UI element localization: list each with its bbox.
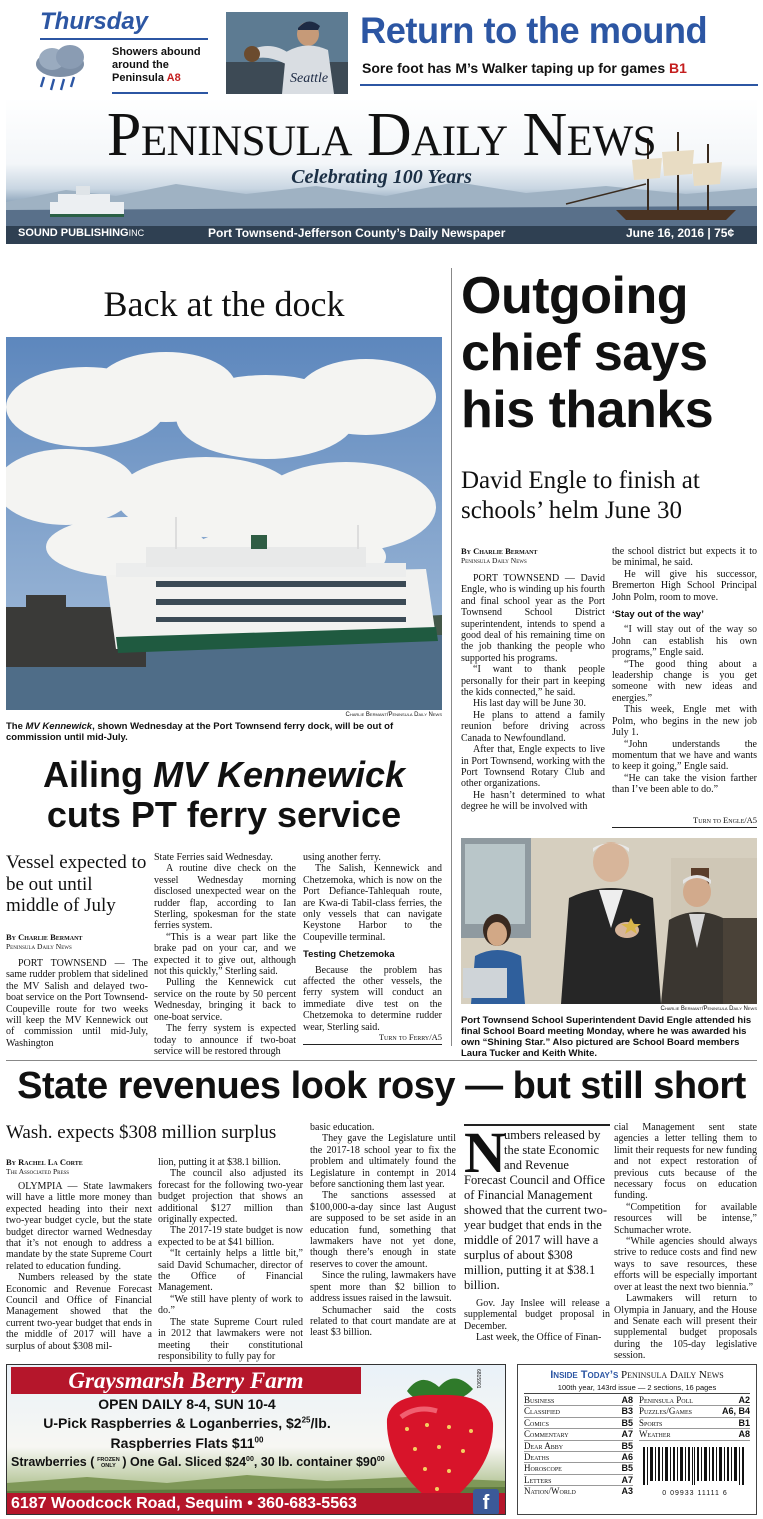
ferry-photo-credit: Charlie Bermant/Peninsula Daily News <box>345 712 442 718</box>
ferry-byline-org: Peninsula Daily News <box>6 942 72 951</box>
ferry-headline-1b: MV Kennewick <box>152 754 406 795</box>
weather-day: Thursday <box>40 8 149 35</box>
ferry-caption-ship: MV Kennewick <box>25 721 93 732</box>
ad-line1 <box>7 1415 367 1431</box>
index-box <box>517 1364 757 1515</box>
ferry-subhead: Vessel expected to be out until middle of July <box>6 852 147 916</box>
ferry-col2-p4: Pulling the Kennewick cut service on the route by 50 percent Wednesday, bringing it back to one-boat service. <box>154 977 296 1023</box>
index-left-col <box>524 1395 633 1498</box>
ferry-caption <box>6 721 442 743</box>
chief-col1-p2: “I want to thank people personally for their part in keeping the kids connected,” he said. <box>461 664 605 699</box>
page-column-divider <box>451 268 452 1046</box>
ferry-col1 <box>6 958 148 1049</box>
masthead-band <box>6 224 757 244</box>
index-row-page: A7 <box>621 1474 634 1485</box>
chief-photo-credit: Charlie Bermant/Peninsula Daily News <box>660 1006 757 1012</box>
revenue-col2-p5: “We still have plenty of work to do.” <box>158 1293 303 1317</box>
rain-cloud-icon <box>30 44 96 92</box>
chief-col2-p2: He will give his successor, Bremerton High School Principal John Polm, room to move. <box>612 568 757 603</box>
revenue-subhead: Wash. expects $308 million surplus <box>6 1122 277 1143</box>
ad-line3 <box>11 1455 411 1469</box>
ferry-col2-p1: State Ferries said Wednesday. <box>154 852 273 863</box>
chief-col2-p7: “He can take the vision farther than I’ve been able to do.” <box>612 772 757 796</box>
index-row-page: B3 <box>621 1406 634 1417</box>
index-row[interactable] <box>524 1429 633 1440</box>
pull-quote-float <box>464 1128 504 1172</box>
weather-page: A8 <box>166 72 181 84</box>
graysmarsh-ad[interactable] <box>6 1364 506 1515</box>
chief-jump[interactable]: Turn to Engle/A5 <box>693 815 757 825</box>
sports-page: B1 <box>669 60 687 76</box>
revenue-col1-p1: OLYMPIA — State lawmakers will have a little more money than expected heading into their next two-year budget cycle, but the state budget director warned Wednesday that it’s not enough to address a mandate by the state Supreme Court related to education funding. <box>6 1181 152 1272</box>
issue-price: 75¢ <box>714 226 735 240</box>
chief-byline: By Charlie Bermant <box>461 546 538 556</box>
index-row[interactable] <box>524 1395 633 1406</box>
revenue-pull-quote <box>464 1120 610 1304</box>
ferry-col3-p1: using another ferry. <box>303 852 381 863</box>
ad-address: 6187 Woodcock Road, Sequim • 360-683-5563 <box>11 1495 357 1512</box>
ad-line2-cents: 00 <box>254 1435 264 1445</box>
chief-col1-p6: He hasn’t determined to what degree he will be involved with <box>461 789 605 813</box>
index-row-name: Peninsula Poll <box>639 1395 693 1405</box>
index-row[interactable] <box>639 1395 750 1406</box>
sports-text-body: Sore foot has M’s Walker taping up for games <box>362 60 666 76</box>
revenue-col5 <box>614 1122 757 1362</box>
revenue-col3-p5: Schumacher said the costs related to that court mandate are at least $3 billion. <box>310 1304 456 1339</box>
revenue-top-rule <box>6 1060 757 1061</box>
index-row-name: Comics <box>524 1417 550 1428</box>
index-row-name: Nation/World <box>524 1486 576 1497</box>
index-row[interactable] <box>524 1441 633 1452</box>
ferry-headline <box>6 755 442 835</box>
ad-line3-cents2: 00 <box>376 1455 385 1463</box>
revenue-col3 <box>310 1122 456 1339</box>
ferry-col3-p2: The Salish, Kennewick and Chetzemoka, which is now on the Port Defiance-Tahlequah route, are Kwa-di Tabil-class ferries, the only vessels that can navigate Keystone Harbor to the Coupeville terminal. <box>303 863 442 943</box>
index-row-page: A3 <box>621 1486 634 1497</box>
chief-subhead: David Engle to finish at schools’ helm June 30 <box>461 467 700 524</box>
index-row-name: Dear Abby <box>524 1440 564 1451</box>
chief-jump-rule <box>612 827 757 828</box>
index-row-name: Classified <box>524 1406 561 1417</box>
index-row-name: Sports <box>639 1417 663 1428</box>
masthead-tagline: Celebrating 100 Years <box>291 166 472 188</box>
ad-line3-c: , 30 lb. container $90 <box>253 1455 377 1469</box>
index-title-paper: Peninsula Daily News <box>621 1369 724 1381</box>
ferry-photo[interactable] <box>6 337 442 710</box>
chief-col1 <box>461 573 605 813</box>
ad-line3-a: Strawberries ( <box>11 1455 95 1469</box>
revenue-col4-p1: Gov. Jay Inslee will release a supplemental budget proposal in December. <box>464 1298 610 1332</box>
barcode-digits: 0 09933 11111 6 <box>662 1490 728 1497</box>
index-row-name: Deaths <box>524 1451 550 1462</box>
chief-col2 <box>612 546 757 796</box>
index-row-name: Horoscope <box>524 1463 562 1474</box>
pull-quote-dropcap: N <box>464 1120 506 1185</box>
revenue-col3-p1: basic education. <box>310 1122 375 1133</box>
sports-headline: Return to the mound <box>360 10 708 51</box>
revenue-col1-p2: Numbers released by the state Economic and Revenue Forecast Council and Office of Financial Management showed that the current two-year budget that ends in the middle of 2017 will have a surplus of about $308 mil- <box>6 1272 152 1352</box>
barcode-icon <box>641 1447 749 1485</box>
chief-caption-text: Port Townsend School Superintendent David Engle attended his final School Board meeting Monday, where he was awarded his own “Shining Star.” Also pictured are School Board members Laura Tucker and Keith White. <box>461 1015 752 1059</box>
index-row-page: A8 <box>621 1395 634 1405</box>
chief-photo[interactable] <box>461 838 757 1004</box>
ferry-caption-rest: , shown Wednesday at the Port Townsend ferry dock, will be out of commission until mid-July. <box>6 721 394 743</box>
weather-day-rule <box>40 38 208 40</box>
revenue-col2 <box>158 1157 303 1362</box>
index-row-name: Weather <box>639 1429 671 1440</box>
ad-line1-end: /lb. <box>310 1415 331 1431</box>
index-row-page: B5 <box>621 1417 634 1428</box>
index-row-page: A7 <box>621 1429 634 1440</box>
ad-farm-name: Graysmarsh Berry Farm <box>11 1367 361 1394</box>
revenue-col5-p4: Lawmakers will return to Olympia in January, and the House and Senate each will present their supplemental budget proposals during the 105-day legislative session. <box>614 1293 757 1362</box>
pitcher-image <box>226 12 348 94</box>
ad-line2 <box>7 1435 367 1451</box>
ferry-col2-p3: “This is a wear part like the brake pad on your car, and we expected it to give out, although not this quickly,” Sterling said. <box>154 931 296 978</box>
ad-code: 6815901 <box>475 1369 481 1389</box>
ferry-col3-p3: Because the problem has affected the other vessels, the ferry system will conduct an immediate dive test on the Chetzemoka to determine rudder wear, Sterling said. <box>303 964 442 1033</box>
index-row-name: Puzzles/Games <box>639 1406 693 1417</box>
revenue-byline-org: The Associated Press <box>6 1167 70 1176</box>
index-row-page: B5 <box>621 1463 634 1474</box>
weather-teaser[interactable] <box>8 8 208 94</box>
chief-col2-p1: the school district but expects it to be minimal, he said. <box>612 546 757 569</box>
revenue-col5-p3: “While agencies should always strive to reduce costs and find new ways to save resources, these efforts will be especially important over at least the next two biennia.” <box>614 1236 757 1293</box>
ferry-col2 <box>154 852 296 1057</box>
ad-address-bar <box>7 1493 506 1515</box>
revenue-col2-p6: The state Supreme Court ruled in 2012 that lawmakers were not meeting their constitutional responsibility to fully pay for <box>158 1316 303 1362</box>
ferry-col2-p2: A routine dive check on the vessel Wednesday morning disclosed unexpected wear on the rudder flap, according to Ian Sterling, spokesman for the state ferries system. <box>154 863 296 932</box>
ferry-image <box>6 337 442 710</box>
issue-date: June 16, 2016 <box>626 226 705 240</box>
ad-line3-b: ) One Gal. Sliced $24 <box>122 1455 247 1469</box>
index-row-page: A6, B4 <box>721 1406 750 1417</box>
masthead-title: Peninsula Daily News <box>106 101 657 169</box>
sports-teaser[interactable] <box>360 10 758 94</box>
chief-col2-p4: “The good thing about a leadership change is you get someone with new ideas and energies.” <box>612 658 757 704</box>
index-row[interactable] <box>639 1418 750 1429</box>
ferry-col3-subhead: Testing Chetzemoka <box>303 949 395 961</box>
chief-col2-p6: “John understands the momentum that we have and wants to keep it going,” Engle said. <box>612 738 757 773</box>
revenue-col2-p2: The council also adjusted its forecast for the following two-year budget projection that shows an additional $127 million than originally expected. <box>158 1168 303 1226</box>
index-right-col <box>639 1395 750 1498</box>
weather-bottom-rule <box>112 92 208 94</box>
chief-caption <box>461 1015 757 1059</box>
index-row[interactable] <box>524 1406 633 1417</box>
masthead-date-price: June 16, 2016 | 75¢ <box>626 226 735 240</box>
barcode <box>641 1447 749 1497</box>
masthead-motto: Port Townsend-Jefferson County’s Daily Newspaper <box>208 226 506 240</box>
chief-col2-p3: “I will stay out of the way so John can establish his own programs,” Engle said. <box>612 624 757 659</box>
ad-hours: OPEN DAILY 8-4, SUN 10-4 <box>98 1396 276 1412</box>
ferry-byline-block <box>6 932 148 951</box>
index-row[interactable] <box>524 1486 633 1497</box>
facebook-icon[interactable]: f <box>473 1489 499 1515</box>
index-row-page: A8 <box>738 1429 750 1440</box>
ad-line1-cents: 25 <box>301 1415 311 1425</box>
index-row-page: A6 <box>621 1451 634 1462</box>
ferry-jump[interactable]: Turn to Ferry/A5 <box>378 1032 442 1042</box>
revenue-col5-p2: “Competition for available resources will be intense,” Schumacher wrote. <box>614 1201 757 1236</box>
index-issue: 100th year, 143rd issue — 2 sections, 16 pages <box>524 1382 750 1394</box>
revenue-col2-p1: lion, putting it at $38.1 billion. <box>158 1157 281 1168</box>
chief-byline-org: Peninsula Daily News <box>461 556 527 565</box>
ad-line2-text: Raspberries Flats $11 <box>110 1435 255 1451</box>
chief-byline-block <box>461 546 605 565</box>
index-title <box>524 1369 750 1382</box>
ferry-label: Back at the dock <box>103 284 345 324</box>
weather-text <box>112 46 210 85</box>
revenue-col2-p4: “It certainly helps a little bit,” said David Schumacher, director of the Office of Financial Management. <box>158 1248 303 1294</box>
index-title-prefix: Inside Today’s <box>550 1369 619 1381</box>
sports-text <box>362 60 687 76</box>
chief-col1-p1: PORT TOWNSEND — David Engle, who is winding up his fourth and final school year as the Port Townsend School District superintendent, intends to spend a good deal of his remaining time on the job thanking the people who supported his programs. <box>461 573 605 664</box>
ad-line1-text: U-Pick Raspberries & Loganberries, $2 <box>43 1415 302 1431</box>
ferry-headline-line2: cuts PT ferry service <box>46 794 402 835</box>
publisher-name: SOUND PUBLISHING <box>18 227 129 239</box>
index-row[interactable] <box>524 1463 633 1474</box>
index-row[interactable] <box>524 1418 633 1429</box>
revenue-col5-p1: cial Management sent state agencies a letter telling them to limit their requests for new funding and not expect restoration of previous cuts because of the necessary focus on education funding. <box>614 1122 757 1202</box>
chief-col2-subhead: ‘Stay out of the way’ <box>612 609 704 621</box>
publisher <box>18 227 144 239</box>
ferry-col1-text: PORT TOWNSEND — The same rudder problem that sidelined the MV Salish and delayed two-boat service on the Port Townsend-Coupeville route for two weeks will keep the MV Kennewick out of commission until mid-July, Washington <box>6 958 148 1049</box>
index-row-name: Commentary <box>524 1429 569 1440</box>
index-row-name: Business <box>524 1395 555 1405</box>
revenue-headline: State revenues look rosy — but still short <box>17 1065 746 1107</box>
index-row-page: A2 <box>738 1395 750 1405</box>
index-row[interactable] <box>524 1475 633 1486</box>
revenue-col2-p3: The 2017-19 state budget is now expected to be at $41 billion. <box>158 1225 303 1248</box>
revenue-col3-p3: The sanctions assessed at $100,000-a-day since last August are supposed to be set aside in an education fund, something that lawmakers have not yet done, though there’s enough in state reserves to cover the amount. <box>310 1190 456 1270</box>
ferry-jump-rule <box>303 1044 442 1045</box>
revenue-col3-p2: They gave the Legislature until the 2017-18 school year to fix the problem and ultimately found the Legislature in contempt in 2014 before sanctioning them last year. <box>310 1133 456 1191</box>
index-columns <box>524 1395 750 1498</box>
index-row-page: B1 <box>738 1417 750 1428</box>
chief-col1-p4: He plans to attend a family reunion before driving across Canada to Newfoundland. <box>461 709 605 744</box>
revenue-col1 <box>6 1181 152 1352</box>
svg-text:Seattle: Seattle <box>290 71 329 86</box>
revenue-col4-p2: Last week, the Office of Finan- <box>476 1332 602 1344</box>
chief-col2-p5: This week, Engle met with Polm, who begins in the new job July 1. <box>612 704 757 739</box>
weather-text-body: Showers abound around the Peninsula <box>112 46 201 84</box>
index-row[interactable] <box>639 1406 750 1417</box>
revenue-byline: By Rachel La Corte <box>6 1157 83 1167</box>
ferry-col3 <box>303 852 442 1033</box>
ferry-headline-line1 <box>6 755 442 795</box>
ferry-col2-p5: The ferry system is expected today to announce if two-boat service will be restored through <box>154 1023 296 1057</box>
ferry-caption-prefix: The <box>6 721 26 732</box>
revenue-byline-block <box>6 1157 152 1176</box>
ad-line3-cents1: 00 <box>246 1455 254 1463</box>
pull-quote-body: umbers released by the state Economic and Revenue Forecast Council and Office of Financial Management showed that the current two-year budget that ends in the middle of 2017 will have a surplus of about $308 million, putting it at $38.1 billion. <box>464 1128 608 1292</box>
masthead[interactable] <box>6 98 757 244</box>
index-row-name: Letters <box>524 1474 552 1485</box>
ad-line3-frozen: FROZEN ONLY <box>97 1456 120 1469</box>
sports-bottom-rule <box>360 84 758 86</box>
chief-col1-p5: After that, Engle expects to live in Port Townsend, working with the Port Townsend Rotary Club and other organizations. <box>461 744 605 790</box>
chief-headline: Outgoing chief says his thanks <box>461 267 714 439</box>
revenue-col3-p4: Since the ruling, lawmakers have spent more than $2 billion to address issues raised in the lawsuit. <box>310 1270 456 1305</box>
ferry-headline-1a: Ailing <box>42 754 153 795</box>
index-row[interactable] <box>639 1429 750 1440</box>
index-row[interactable] <box>524 1452 633 1463</box>
revenue-col4 <box>464 1298 610 1344</box>
chief-col1-p3: His last day will be June 30. <box>473 698 587 710</box>
ferry-byline: By Charlie Bermant <box>6 932 83 942</box>
meeting-image <box>461 838 757 1004</box>
publisher-suffix: INC <box>128 228 145 238</box>
pull-quote-text <box>464 1128 610 1293</box>
sports-photo[interactable] <box>226 12 348 94</box>
index-row-page: B5 <box>621 1440 634 1451</box>
